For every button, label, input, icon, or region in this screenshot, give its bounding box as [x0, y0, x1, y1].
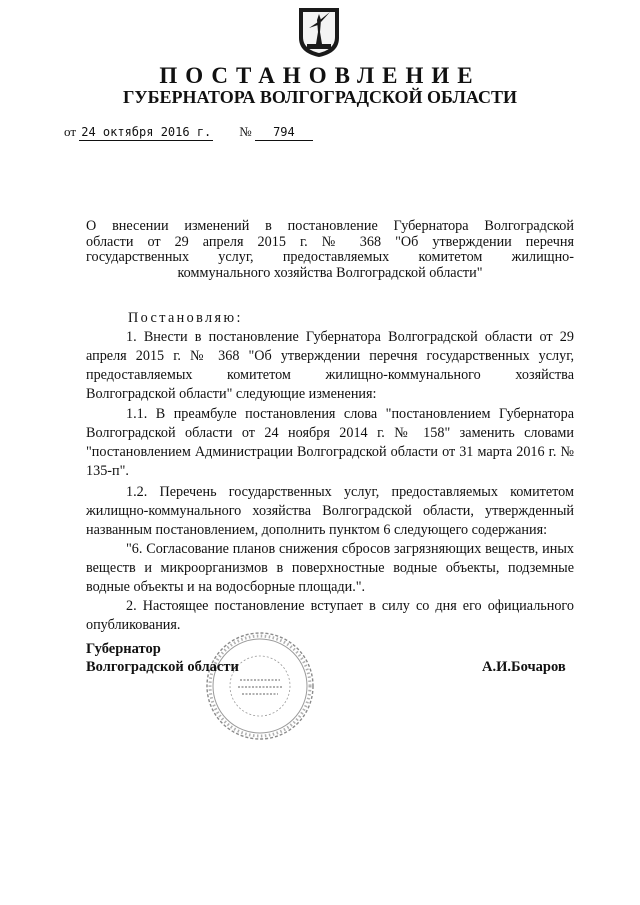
subject-line: О внесении изменений в постановление Губернатора Волгоградской [86, 218, 574, 234]
signatory-name: А.И.Бочаров [482, 659, 566, 675]
subject-line: государственных услуг, предоставляемых комитетом жилищно- [86, 249, 574, 265]
paragraph-2: 2. Настоящее постановление вступает в силу со дня его официального опубликования. [86, 598, 574, 633]
document-issuer: ГУБЕРНАТОРА ВОЛГОГРАДСКОЙ ОБЛАСТИ [122, 87, 518, 107]
subject-line: коммунального хозяйства Волгоградской области" [177, 264, 483, 281]
position-line: Губернатор [86, 641, 161, 657]
paragraph-item-6: "6. Согласование планов снижения сбросов загрязняющих веществ, иных веществ и микроорганизмов в поверхностные водные объекты, подземные водные объекты и на водосборные площади.". [86, 541, 574, 595]
document-subject [86, 219, 574, 281]
coat-of-arms-icon [297, 6, 341, 58]
signatory-position [86, 640, 239, 676]
paragraph-1-1: 1.1. В преамбуле постановления слова "постановлением Губернатора Волгоградской области от 24 ноября 2014 г. № 158" заменить словами "постановлением Администрации Волгоградской области от 31 марта 2016 г. № 135-п". [86, 406, 574, 479]
document-title: ПОСТАНОВЛЕНИЕ [159, 63, 481, 88]
document-number: 794 [255, 124, 313, 141]
number-label: № [239, 124, 252, 139]
decree-heading: Постановляю: [128, 310, 243, 326]
paragraph-1: 1. Внести в постановление Губернатора Волгоградской области от 29 апреля 2015 г. № 368 "Об утверждении перечня государственных услуг, предоставляемых комитетом жилищно-коммунального хозяйства Волгоградской области" следующие изменения: [86, 329, 574, 402]
position-line: Волгоградской области [86, 659, 239, 675]
from-label: от [64, 124, 77, 139]
document-date: 24 октября 2016 г. [81, 125, 212, 139]
date-number-line [64, 124, 313, 141]
paragraph-1-2: 1.2. Перечень государственных услуг, предоставляемых комитетом жилищно-коммунального хозяйства Волгоградской области, утвержденный названным постановлением, дополнить пунктом 6 следующего содержания: [86, 484, 574, 538]
subject-line: области от 29 апреля 2015 г. № 368 "Об утверждении перечня [86, 233, 574, 250]
